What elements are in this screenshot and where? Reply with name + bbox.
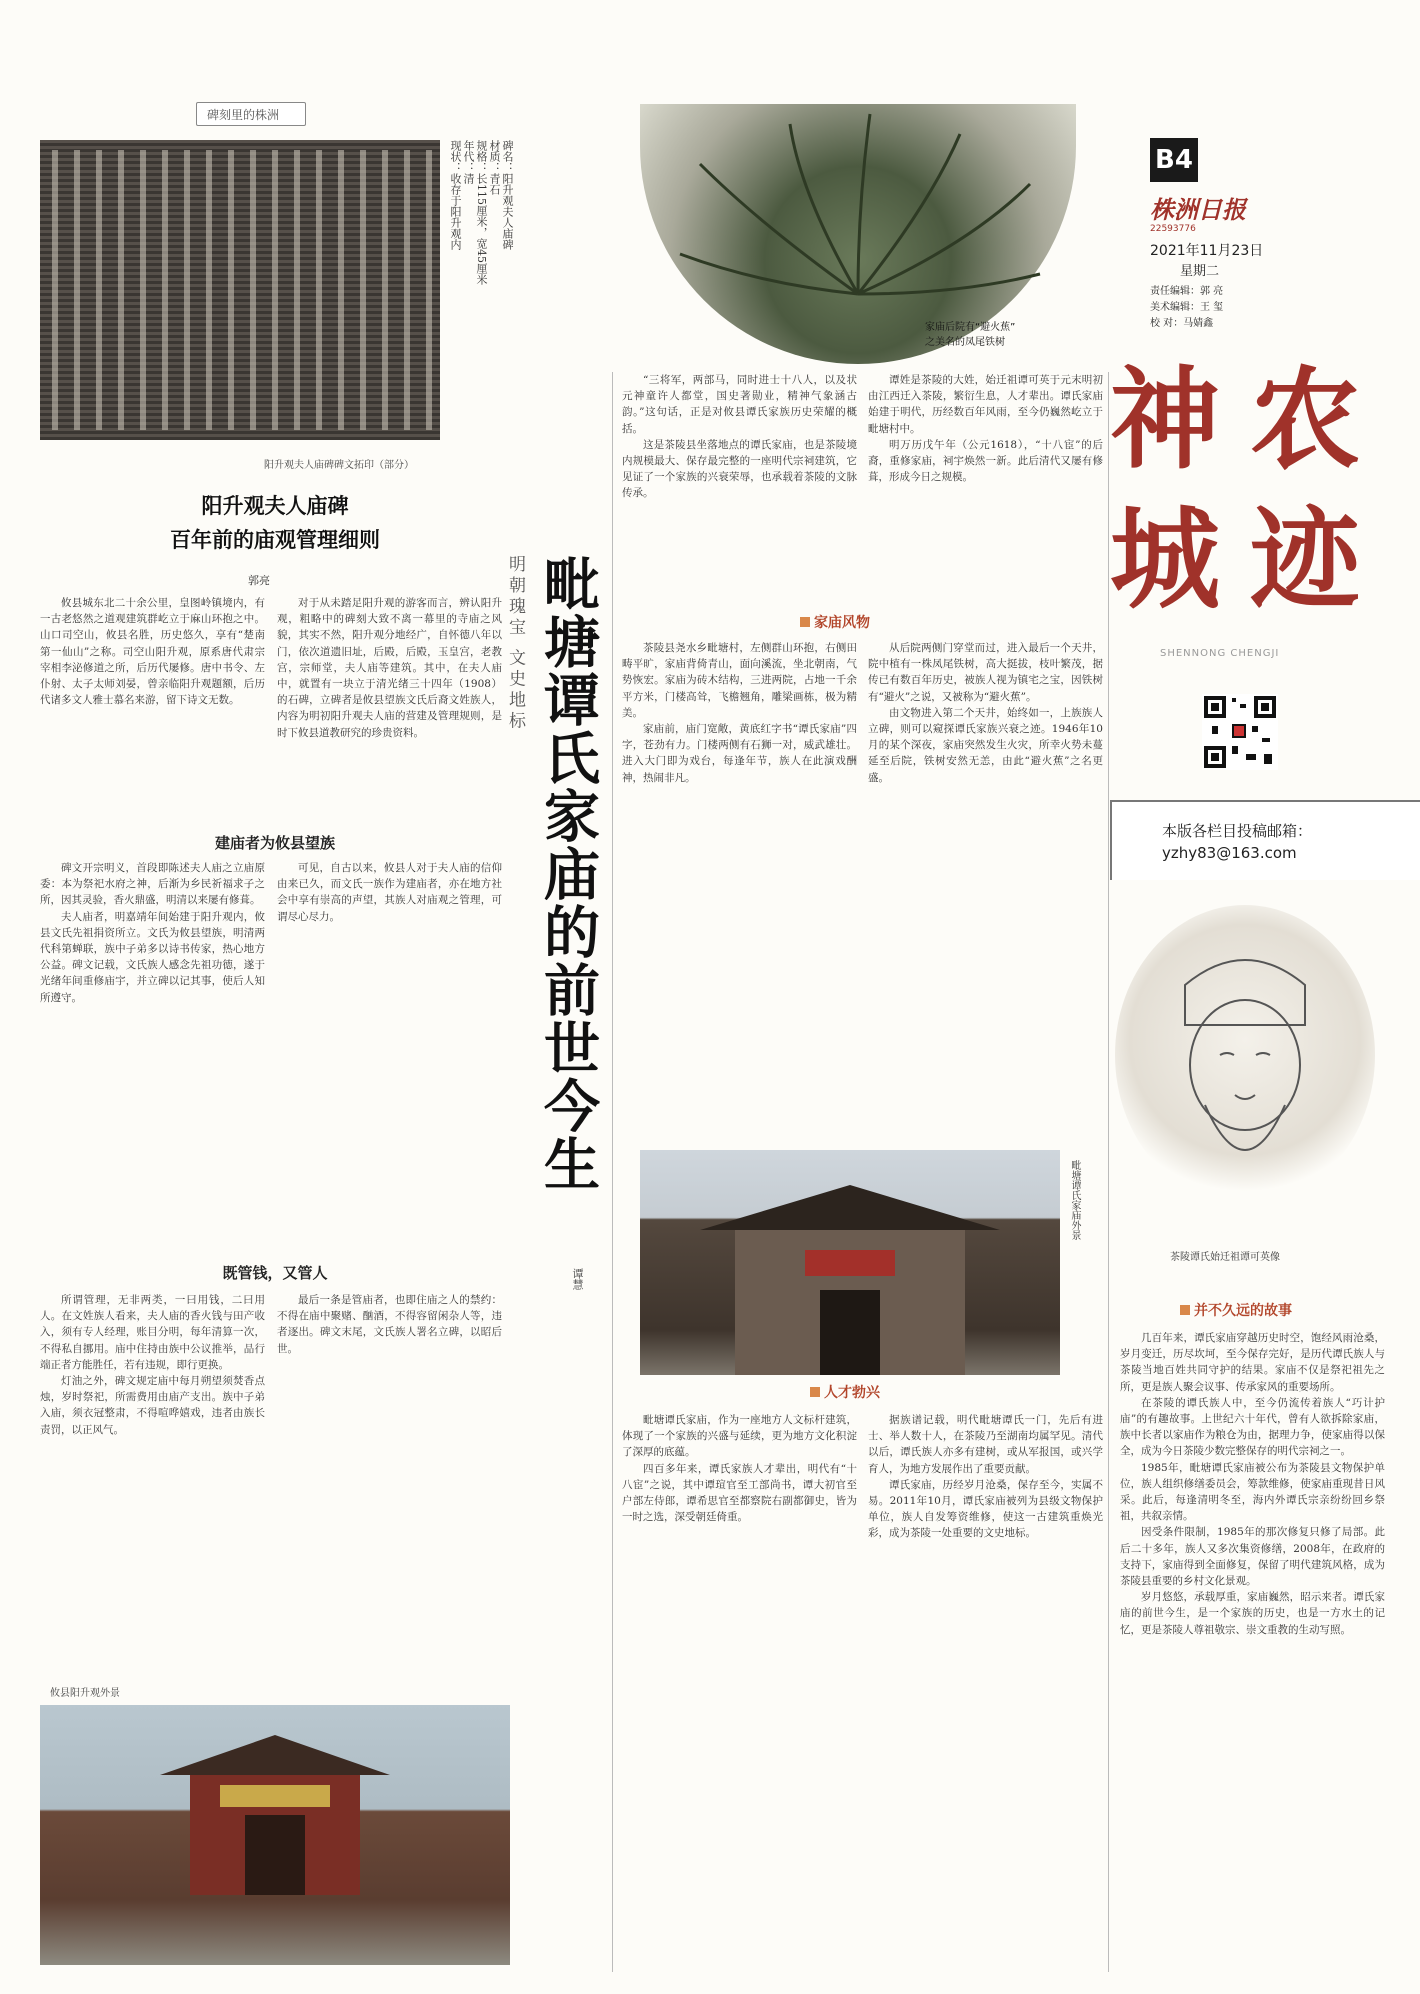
tan-temple-facade-icon (640, 1150, 1060, 1375)
portrait-face-icon (1115, 905, 1375, 1205)
paragraph: 据族谱记载，明代毗塘谭氏一门，先后有进士、举人数十人，在茶陵乃至湖南均属罕见。清代以后，谭氏族人亦多有建树，或从军报国，或兴学育人，为地方发展作出了重要贡献。 (868, 1414, 1103, 1475)
portrait-caption: 茶陵谭氏始迁祖谭可英像 (1170, 1252, 1280, 1263)
tan-temple-photo (640, 1150, 1060, 1375)
paragraph: 四百多年来，谭氏家族人才辈出，明代有“十八宦”之说，其中谭瑄官至工部尚书，谭大初官至户部左侍郎，谭希思官至都察院右副都御史，皆为一时之选，深受朝廷倚重。 (622, 1462, 857, 1524)
stele-author: 郭亮 (248, 574, 270, 587)
paragraph: 谭姓是茶陵的大姓，始迁祖谭可英于元末明初由江西迁入茶陵，繁衍生息，人才辈出。谭氏家庙始建于明代，历经数百年风雨，至今仍巍然屹立于毗塘村中。 (868, 374, 1103, 435)
column-divider (612, 372, 613, 1972)
temple-gate-icon (40, 1705, 510, 1965)
qr-code[interactable] (1202, 694, 1278, 770)
section-square-icon (800, 617, 810, 627)
paragraph: 碑文开宗明义，首段即陈述夫人庙之立庙原委：本为祭祀水府之神，后渐为乡民祈福求子之所，因其灵验，香火鼎盛，明清以来屡有修葺。 (40, 862, 265, 907)
editor-row: 责任编辑：郭 亮 (1150, 286, 1224, 297)
rubbing-info (449, 140, 514, 310)
yangsheng-temple-photo (40, 1705, 510, 1965)
paragraph: 几百年来，谭氏家庙穿越历史时空，饱经风雨沧桑，岁月变迁，历尽坎坷，至今保存完好，是历代谭氏族人与茶陵当地百姓共同守护的结果。家庙不仅是祭祀祖先之所，更是族人聚会议事、传承家风的重要场所。 (1120, 1332, 1385, 1393)
main-sec1-col1 (622, 640, 857, 1145)
qr-code-icon (1202, 694, 1278, 770)
paragraph: 攸县城东北二十余公里，皇图岭镇境内，有一古老悠然之道观建筑群屹立于麻山环抱之中。山口司空山，攸县名胜，历史悠久，享有“楚南第一仙山”之称。司空山阳升观，原系唐代肃宗宰相李泌修道之所，后历代屡修。唐中书令、左仆射、太子太师刘晏，曾亲临阳升观题额，后历代诸多文人雅士慕名来游，留下诗文无数。 (40, 597, 265, 707)
paragraph: “三将军，两部马，同时进士十八人，以及状元神童许人都堂，国史著勋业，精神气象涵古韵。”这句话，正是对攸县谭氏家族历史荣耀的概括。 (622, 374, 857, 435)
paragraph: 明万历戊午年（公元1618），“十八宦”的后裔，重修家庙，祠宇焕然一新。此后清代又屡有修葺，形成今日之规模。 (868, 438, 1103, 484)
cycad-caption (925, 318, 1075, 350)
editor-row: 美术编辑：王 玺 (1150, 302, 1224, 313)
paper-phone: 22593776 (1150, 224, 1196, 234)
stele-intro-col1 (40, 595, 265, 820)
ancestor-portrait (1115, 905, 1375, 1205)
paragraph: 最后一条是管庙者，也即住庙之人的禁约：不得在庙中聚赌、酗酒，不得容留闲杂人等，违者逐出。碑文末尾，文氏族人署名立碑，以昭后世。 (277, 1294, 502, 1355)
column-title (1110, 350, 1390, 640)
paragraph: 在茶陵的谭氏族人中，至今仍流传着族人“巧计护庙”的有趣故事。上世纪六十年代，曾有人欲拆除家庙，族中长者以家庙作为粮仓为由，据理力争，使家庙得以保全，成为今日茶陵少数完整保存的明代宗祠之一。 (1120, 1396, 1385, 1458)
stele-sec1-col2 (277, 860, 502, 1250)
rubbing-caption: 阳升观夫人庙碑碑文拓印（部分） (264, 460, 414, 471)
column-title-pinyin: SHENNONG CHENGJI (1160, 648, 1280, 659)
paragraph: 夫人庙者，明嘉靖年间始建于阳升观内，攸县文氏先祖捐资所立。文氏为攸县望族，明清两代科第蝉联，族中子弟多以诗书传家，热心地方公益。碑文记载，文氏族人感念先祖功德，遂于光绪年间重修庙宇，并立碑以记其事，使后人知所遵守。 (40, 910, 265, 1004)
main-sec2-col2 (868, 1412, 1103, 1967)
stele-sec1-col1 (40, 860, 265, 1250)
paragraph: 可见，自古以来，攸县人对于夫人庙的信仰由来已久，而文氏一族作为建庙者，亦在地方社会中享有崇高的声望，其族人对庙观之管理，可谓尽心尽力。 (277, 862, 502, 923)
section-square-icon (810, 1387, 820, 1397)
paragraph: 1985年，毗塘谭氏家庙被公布为茶陵县文物保护单位，族人组织修缮委员会，筹款维修，使家庙重现昔日风采。此后，每逢清明冬至，海内外谭氏宗亲纷纷回乡祭祖，共叙亲情。 (1120, 1461, 1385, 1523)
paragraph: 谭氏家庙，历经岁月沧桑，保存至今，实属不易。2011年10月，谭氏家庙被列为县级文物保护单位，族人自发筹资维修，使这一古建筑重焕光彩，成为茶陵一处重要的文史地标。 (868, 1478, 1103, 1540)
mailbox (1110, 800, 1420, 880)
stele-rubbing-image (40, 140, 440, 440)
issue-date: 2021年11月23日 (1150, 243, 1264, 259)
stele-headline (40, 490, 510, 570)
stele-title-2: 百年前的庙观管理细则 (170, 528, 380, 552)
paragraph: 这是茶陵县坐落地点的谭氏家庙，也是茶陵境内规模最大、保存最完整的一座明代宗祠建筑，它见证了一个家族的兴衰荣辱，也承载着茶陵的文脉传承。 (622, 438, 857, 500)
column-title-char: 农 (1250, 355, 1360, 484)
subhead-management: 既管钱，又管人 (222, 1264, 328, 1282)
rubbing-info-line: 现状：收存于阳升观内 (449, 140, 462, 250)
section-recent-story: 并不久远的故事 (1180, 1300, 1340, 1322)
subhead-builders: 建庙者为攸县望族 (214, 834, 335, 852)
section-talents: 人才勃兴 (810, 1382, 930, 1404)
main-headline: 毗塘谭氏家庙的前世今生 (535, 555, 601, 1193)
paragraph: 毗塘谭氏家庙，作为一座地方人文标杆建筑，体现了一个家族的兴盛与延续，更为地方文化积淀了深厚的底蕴。 (622, 1414, 857, 1459)
issue-weekday: 星期二 (1180, 264, 1220, 279)
story-column (1120, 1330, 1385, 1970)
paragraph: 由文物进入第二个天井，始终如一，上族族人立碑，则可以窥探谭氏家族兴衰之迹。1946年10月的某个深夜，家庙突然发生火灾，所幸火势未蔓延至后院，铁树安然无恙，由此“避火蕉”之名更盛。 (868, 706, 1103, 784)
yangsheng-photo-caption: 攸县阳升观外景 (50, 1688, 120, 1699)
column-divider (1108, 372, 1109, 1972)
tan-temple-caption: 毗塘谭氏家庙外景 (1069, 1160, 1080, 1240)
rubbing-info-line: 年代：清 (462, 140, 475, 184)
column-title-char: 迹 (1250, 495, 1360, 624)
main-sec1-col2 (868, 640, 1103, 1145)
mailbox-label: 本版各栏目投稿邮箱： (1162, 822, 1313, 840)
stele-sec2-col2 (277, 1292, 502, 1642)
section-square-icon (1180, 1305, 1190, 1315)
stele-sec2-col1 (40, 1292, 265, 1642)
cycad-caption-line: 之美名的凤尾铁树 (925, 337, 1005, 348)
paper-logo: 株洲日报 (1150, 195, 1246, 224)
paragraph: 岁月悠悠，承载厚重，家庙巍然，昭示来者。谭氏家庙的前世今生，是一个家族的历史，也是一方水土的记忆，更是茶陵人尊祖敬宗、崇文重教的生动写照。 (1120, 1591, 1385, 1636)
paragraph: 对于从未踏足阳升观的游客而言，辨认阳升观，粗略中的碑刻大致不离一幕里的寺庙之风貌，其实不然，阳升观分地经广，自怀德八年以门，依次道遗旧址，后殿，后殿，玉皇宫，老教宫，宗师堂，夫人庙等建筑。其中，在夫人庙中，就置有一块立于清光绪三十四年（1908）的石碑，立碑者是攸县望族文氏后裔文姓族人，内容为明初阳升观夫人庙的营建及管理规则，是时下攸县道教研究的珍贵资料。 (277, 597, 502, 739)
mailbox-email[interactable]: yzhy83@163.com (1162, 844, 1297, 862)
main-intro-col1 (622, 372, 857, 612)
rubbing-info-line: 碑名：阳升观夫人庙碑 (501, 140, 514, 250)
column-title-char: 城 (1110, 495, 1220, 624)
paragraph: 家庙前，庙门宽敞，黄底红字书“谭氏家庙”四字，苍劲有力。门楼两侧有石狮一对，威武雄壮。进入大门即为戏台，每逢年节，族人在此演戏酬神，热闹非凡。 (622, 723, 857, 784)
rubbing-info-line: 规格：长115厘米，宽45厘米 (475, 140, 488, 285)
stele-intro-col2 (277, 595, 502, 820)
rubbing-info-line: 材质：青石 (488, 140, 501, 195)
kicker: 明朝瑰宝 文史地标 (505, 555, 525, 733)
main-author: 谭慧 (571, 1268, 584, 1290)
main-sec2-col1 (622, 1412, 857, 1967)
tag-stele: 碑刻里的株洲 (196, 102, 306, 126)
paragraph: 茶陵县尧水乡毗塘村，左侧群山环抱，右侧田畴平旷，家庙背倚青山，面向溪流，坐北朝南，气势恢宏。家庙为砖木结构，三进两院，占地一千余平方米，门楼高耸，飞檐翘角，雕梁画栋，极为精美。 (622, 642, 857, 719)
paragraph: 所谓管理，无非两类，一曰用钱，二曰用人。在文姓族人看来，夫人庙的香火钱与田产收入，须有专人经理，账目分明，每年清算一次，不得私自挪用。庙中住持由族中公议推举，品行端正者方能胜任，若有违规，即行更换。 (40, 1294, 265, 1371)
editor-list (1150, 284, 1350, 336)
main-intro-col2 (868, 372, 1103, 612)
paragraph: 从后院两侧门穿堂而过，进入最后一个天井，院中植有一株凤尾铁树，高大挺拔，枝叶繁茂，据传已有数百年历史，被族人视为镇宅之宝，因铁树有“避火”之说，又被称为“避火蕉”。 (868, 642, 1103, 703)
column-title-char: 神 (1110, 355, 1220, 484)
editor-row: 校 对：马婧鑫 (1150, 318, 1214, 329)
page-number: B4 (1150, 138, 1198, 182)
stele-title-1: 阳升观夫人庙碑 (201, 494, 349, 518)
rubbing-texture-icon (40, 140, 440, 440)
cycad-caption-line: 家庙后院有“避火蕉” (925, 322, 1016, 333)
paragraph: 因受条件限制，1985年的那次修复只修了局部。此后二十多年，族人又多次集资修缮，2008年，在政府的支持下，家庙得到全面修复，保留了明代建筑风格，成为茶陵县重要的乡村文化景观。 (1120, 1526, 1385, 1588)
section-temple-features: 家庙风物 (800, 612, 940, 634)
paragraph: 灯油之外，碑文规定庙中每月朔望须焚香点烛，岁时祭祀，所需费用由庙产支出。族中子弟入庙，须衣冠整肃，不得喧哗嬉戏，违者由族长责罚，以正风气。 (40, 1375, 265, 1436)
